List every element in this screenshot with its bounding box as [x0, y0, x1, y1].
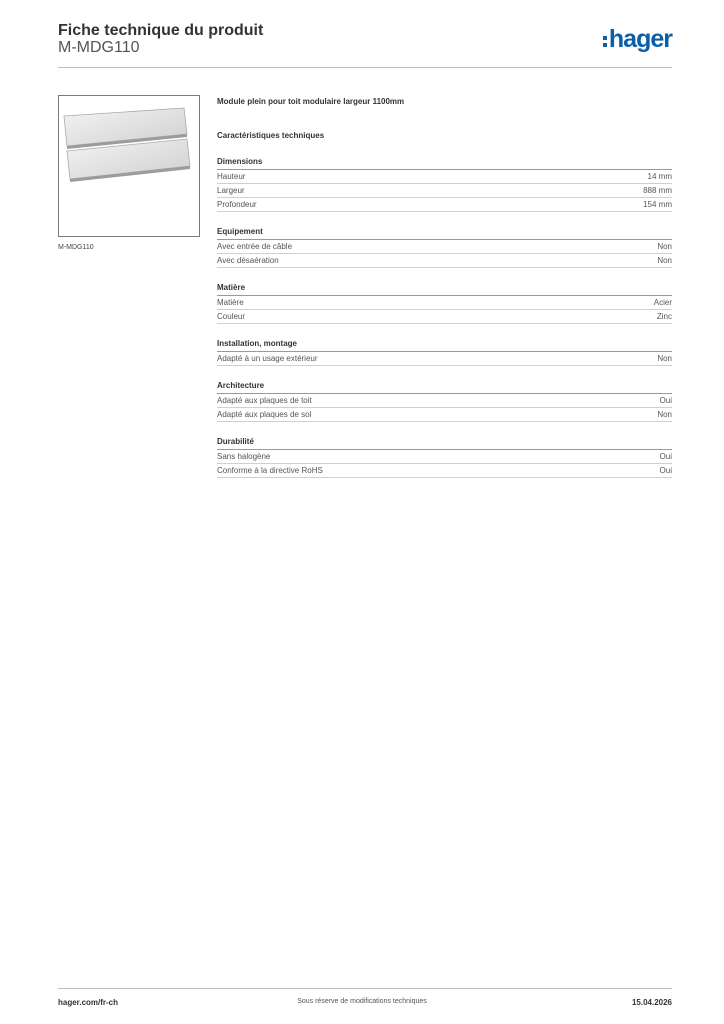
spec-value: Non	[657, 354, 672, 363]
spec-row	[217, 464, 672, 478]
hager-logo	[603, 27, 672, 52]
spec-label: Avec entrée de câble	[217, 242, 293, 251]
spec-value: Non	[657, 410, 672, 419]
spec-label: Adapté aux plaques de toit	[217, 396, 312, 405]
spec-label: Profondeur	[217, 200, 257, 209]
spec-label: Adapté aux plaques de sol	[217, 410, 312, 419]
spec-section	[217, 96, 672, 478]
spec-group-installation	[217, 338, 672, 366]
metal-panel-icon	[59, 96, 199, 236]
footer-date: 15.04.2026	[631, 998, 672, 1007]
spec-value: Acier	[653, 298, 672, 307]
spec-row	[217, 184, 672, 198]
section-title: Caractéristiques techniques	[217, 131, 325, 140]
spec-group-durabilite	[217, 436, 672, 478]
spec-label: Hauteur	[217, 172, 246, 181]
spec-row	[217, 240, 672, 254]
logo-dots-icon	[603, 36, 607, 47]
spec-row	[217, 254, 672, 268]
spec-label: Avec désaération	[217, 256, 279, 265]
spec-value: 14 mm	[647, 172, 672, 181]
group-title: Architecture	[217, 380, 672, 394]
spec-value: Non	[657, 242, 672, 251]
spec-group-equipement	[217, 226, 672, 268]
product-description: Module plein pour toit modulaire largeur 1100mm	[217, 97, 405, 106]
spec-label: Largeur	[217, 186, 245, 195]
spec-row	[217, 450, 672, 464]
group-title: Equipement	[217, 226, 672, 240]
page-title: Fiche technique du produit	[58, 22, 264, 39]
spec-row	[217, 310, 672, 324]
spec-row	[217, 296, 672, 310]
spec-group-matiere	[217, 282, 672, 324]
logo-text: hager	[608, 25, 672, 53]
spec-value: 154 mm	[643, 200, 672, 209]
group-title: Durabilité	[217, 436, 672, 450]
spec-label: Adapté à un usage extérieur	[217, 354, 318, 363]
image-caption: M-MDG110	[58, 244, 94, 251]
spec-value: 888 mm	[643, 186, 672, 195]
footer-disclaimer: Sous réserve de modifications techniques	[297, 998, 427, 1005]
group-title: Installation, montage	[217, 338, 672, 352]
spec-value: Non	[657, 256, 672, 265]
header-divider	[58, 67, 672, 68]
spec-label: Couleur	[217, 312, 246, 321]
spec-row	[217, 408, 672, 422]
spec-label: Conforme à la directive RoHS	[217, 466, 323, 475]
group-title: Matière	[217, 282, 672, 296]
spec-value: Zinc	[656, 312, 672, 321]
spec-label: Sans halogène	[217, 452, 271, 461]
footer-website-link[interactable]: hager.com/fr-ch	[58, 998, 119, 1007]
spec-group-architecture	[217, 380, 672, 422]
spec-value: Oui	[659, 452, 672, 461]
product-reference: M-MDG110	[58, 39, 140, 56]
spec-value: Oui	[659, 396, 672, 405]
footer-divider	[58, 988, 672, 989]
spec-value: Oui	[659, 466, 672, 475]
spec-row	[217, 394, 672, 408]
spec-row	[217, 170, 672, 184]
spec-label: Matière	[217, 298, 244, 307]
spec-group-dimensions	[217, 156, 672, 212]
product-image	[58, 95, 200, 237]
group-title: Dimensions	[217, 156, 672, 170]
spec-row	[217, 198, 672, 212]
spec-row	[217, 352, 672, 366]
